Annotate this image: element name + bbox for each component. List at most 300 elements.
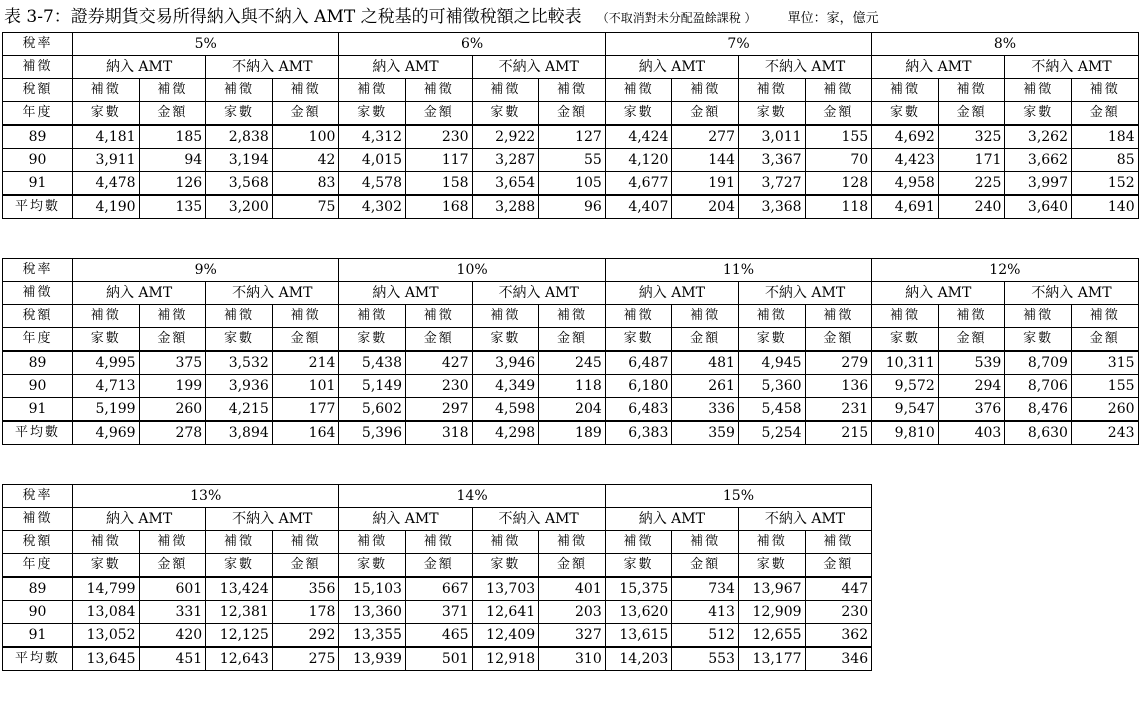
empty-cell <box>1071 508 1138 531</box>
rate-header: 7% <box>605 33 871 56</box>
count-header: 家數 <box>472 102 539 126</box>
value-cell: 4,995 <box>73 351 140 375</box>
empty-cell <box>1005 601 1072 624</box>
title-unit: 單位：家，億元 <box>787 11 879 26</box>
value-cell: 4,349 <box>472 375 539 398</box>
value-cell: 376 <box>938 398 1005 422</box>
empty-cell <box>1071 647 1138 671</box>
table-row <box>3 601 1139 624</box>
average-row <box>3 195 1139 219</box>
exclude-amt-header: 不納入 AMT <box>472 56 605 79</box>
bu-sub-header: 補徵 <box>406 305 473 328</box>
count-header: 家數 <box>73 102 140 126</box>
rate-header: 10% <box>339 259 605 282</box>
year-label: 年度 <box>3 554 73 578</box>
exclude-amt-header: 不納入 AMT <box>472 508 605 531</box>
average-value-cell: 96 <box>539 195 606 219</box>
empty-cell <box>872 647 939 671</box>
count-header: 家數 <box>472 328 539 352</box>
year-cell: 90 <box>3 149 73 172</box>
empty-cell <box>1005 624 1072 648</box>
bu-sub-header: 補徵 <box>139 79 206 102</box>
empty-cell <box>1071 624 1138 648</box>
count-header: 家數 <box>605 554 672 578</box>
average-row <box>3 421 1139 445</box>
amount-header: 金額 <box>272 328 339 352</box>
empty-cell <box>1071 601 1138 624</box>
exclude-amt-header: 不納入 AMT <box>1005 56 1138 79</box>
average-value-cell: 140 <box>1072 195 1139 219</box>
bu-sub-header: 補徵 <box>805 305 872 328</box>
count-header: 家數 <box>1005 328 1072 352</box>
empty-cell <box>1005 647 1072 671</box>
value-cell: 4,478 <box>73 172 140 196</box>
amount-header: 金額 <box>672 102 739 126</box>
year-cell: 91 <box>3 172 73 196</box>
value-cell: 191 <box>672 172 739 196</box>
bu-sub-header: 補徵 <box>406 79 473 102</box>
average-value-cell: 118 <box>805 195 872 219</box>
value-cell: 9,572 <box>872 375 939 398</box>
average-value-cell: 451 <box>139 647 206 671</box>
value-cell: 13,615 <box>605 624 672 648</box>
average-value-cell: 4,969 <box>73 421 140 445</box>
value-cell: 230 <box>406 375 473 398</box>
include-amt-header: 納入 AMT <box>73 282 206 305</box>
value-cell: 3,262 <box>1005 125 1072 149</box>
average-value-cell: 12,643 <box>206 647 273 671</box>
value-cell: 3,011 <box>739 125 806 149</box>
rate-header: 9% <box>73 259 339 282</box>
bu-sub-header: 補徵 <box>339 305 406 328</box>
value-cell: 203 <box>539 601 606 624</box>
bu-sub-header: 補徵 <box>872 305 939 328</box>
value-cell: 3,287 <box>472 149 539 172</box>
sub-row-1 <box>3 305 1139 328</box>
value-cell: 6,487 <box>605 351 672 375</box>
value-cell: 3,946 <box>472 351 539 375</box>
data-table-3 <box>2 484 1139 671</box>
count-header: 家數 <box>73 554 140 578</box>
empty-cell <box>938 531 1005 554</box>
bu-sub-header: 補徵 <box>938 79 1005 102</box>
table-row <box>3 577 1139 601</box>
count-header: 家數 <box>872 328 939 352</box>
average-value-cell: 4,298 <box>472 421 539 445</box>
rate-header: 6% <box>339 33 605 56</box>
value-cell: 4,578 <box>339 172 406 196</box>
value-cell: 94 <box>139 149 206 172</box>
value-cell: 734 <box>672 577 739 601</box>
empty-cell <box>872 485 939 508</box>
average-value-cell: 164 <box>272 421 339 445</box>
bu-sub-header: 補徵 <box>1071 305 1138 328</box>
empty-cell <box>872 531 939 554</box>
value-cell: 8,706 <box>1005 375 1072 398</box>
value-cell: 2,922 <box>472 125 539 149</box>
bu-sub-header: 補徵 <box>139 305 206 328</box>
table-title <box>4 2 1138 32</box>
bu-sub-header: 補徵 <box>206 79 273 102</box>
average-value-cell: 501 <box>405 647 472 671</box>
value-cell: 667 <box>405 577 472 601</box>
rate-row <box>3 33 1139 56</box>
value-cell: 315 <box>1071 351 1138 375</box>
value-cell: 4,181 <box>73 125 140 149</box>
value-cell: 13,703 <box>472 577 539 601</box>
sub-row-2 <box>3 554 1139 578</box>
bu-sub-header: 補徵 <box>472 531 539 554</box>
value-cell: 4,958 <box>872 172 939 196</box>
empty-cell <box>872 508 939 531</box>
empty-cell <box>1071 554 1138 578</box>
empty-cell <box>1071 531 1138 554</box>
count-header: 家數 <box>339 554 406 578</box>
include-amt-header: 納入 AMT <box>605 56 738 79</box>
bu-sub-header: 補徵 <box>1072 79 1139 102</box>
value-cell: 184 <box>1072 125 1139 149</box>
value-cell: 118 <box>539 375 606 398</box>
bu-sub-header: 補徵 <box>672 305 739 328</box>
value-cell: 3,194 <box>206 149 273 172</box>
amount-header: 金額 <box>406 328 473 352</box>
value-cell: 6,483 <box>605 398 672 422</box>
amount-header: 金額 <box>805 102 872 126</box>
shuie-label: 稅額 <box>3 531 73 554</box>
table-row <box>3 149 1139 172</box>
count-header: 家數 <box>605 102 672 126</box>
value-cell: 13,620 <box>605 601 672 624</box>
empty-cell <box>1005 554 1072 578</box>
average-value-cell: 346 <box>805 647 872 671</box>
bu-label: 補徵 <box>3 508 73 531</box>
bu-sub-header: 補徵 <box>1005 305 1072 328</box>
value-cell: 158 <box>406 172 473 196</box>
value-cell: 4,424 <box>605 125 672 149</box>
empty-cell <box>938 508 1005 531</box>
include-amt-header: 納入 AMT <box>605 282 738 305</box>
value-cell: 13,052 <box>73 624 140 648</box>
bu-sub-header: 補徵 <box>73 531 140 554</box>
value-cell: 171 <box>938 149 1005 172</box>
year-cell: 90 <box>3 601 73 624</box>
count-header: 家數 <box>1005 102 1072 126</box>
shuie-label: 稅額 <box>3 305 73 328</box>
value-cell: 12,125 <box>206 624 273 648</box>
value-cell: 13,360 <box>339 601 406 624</box>
bu-sub-header: 補徵 <box>672 531 739 554</box>
average-value-cell: 3,894 <box>206 421 273 445</box>
value-cell: 512 <box>672 624 739 648</box>
value-cell: 327 <box>539 624 606 648</box>
value-cell: 126 <box>139 172 206 196</box>
rate-row <box>3 259 1139 282</box>
average-value-cell: 243 <box>1071 421 1138 445</box>
value-cell: 245 <box>539 351 606 375</box>
bu-sub-header: 補徵 <box>738 531 805 554</box>
include-amt-header: 納入 AMT <box>872 282 1005 305</box>
count-header: 家數 <box>339 328 406 352</box>
value-cell: 230 <box>805 601 872 624</box>
value-cell: 371 <box>405 601 472 624</box>
bu-sub-header: 補徵 <box>339 79 406 102</box>
count-header: 家數 <box>738 554 805 578</box>
count-header: 家數 <box>738 328 805 352</box>
value-cell: 185 <box>139 125 206 149</box>
count-header: 家數 <box>472 554 539 578</box>
average-value-cell: 215 <box>805 421 872 445</box>
count-header: 家數 <box>206 102 273 126</box>
empty-cell <box>1005 577 1072 601</box>
value-cell: 136 <box>805 375 872 398</box>
value-cell: 539 <box>938 351 1005 375</box>
amount-header: 金額 <box>406 102 473 126</box>
value-cell: 3,727 <box>739 172 806 196</box>
value-cell: 362 <box>805 624 872 648</box>
average-value-cell: 5,254 <box>738 421 805 445</box>
sub-row-2 <box>3 102 1139 126</box>
rate-header: 13% <box>73 485 339 508</box>
include-amt-header: 納入 AMT <box>605 508 738 531</box>
include-amt-header: 納入 AMT <box>339 508 472 531</box>
amount-header: 金額 <box>272 102 339 126</box>
amount-header: 金額 <box>139 328 206 352</box>
group-row <box>3 282 1139 305</box>
value-cell: 214 <box>272 351 339 375</box>
average-value-cell: 3,200 <box>206 195 273 219</box>
exclude-amt-header: 不納入 AMT <box>472 282 605 305</box>
value-cell: 101 <box>272 375 339 398</box>
exclude-amt-header: 不納入 AMT <box>738 282 871 305</box>
value-cell: 12,641 <box>472 601 539 624</box>
value-cell: 105 <box>539 172 606 196</box>
average-label: 平均數 <box>3 647 73 671</box>
bu-sub-header: 補徵 <box>539 305 606 328</box>
bu-sub-header: 補徵 <box>672 79 739 102</box>
value-cell: 13,355 <box>339 624 406 648</box>
average-value-cell: 3,368 <box>739 195 806 219</box>
average-value-cell: 553 <box>672 647 739 671</box>
empty-cell <box>1005 508 1072 531</box>
value-cell: 204 <box>539 398 606 422</box>
value-cell: 277 <box>672 125 739 149</box>
empty-cell <box>1005 531 1072 554</box>
year-cell: 91 <box>3 398 73 422</box>
value-cell: 4,598 <box>472 398 539 422</box>
rate-header: 14% <box>339 485 605 508</box>
value-cell: 152 <box>1072 172 1139 196</box>
bu-sub-header: 補徵 <box>605 531 672 554</box>
value-cell: 5,458 <box>738 398 805 422</box>
empty-cell <box>872 601 939 624</box>
rate-row <box>3 485 1139 508</box>
value-cell: 420 <box>139 624 206 648</box>
value-cell: 5,199 <box>73 398 140 422</box>
average-value-cell: 4,407 <box>605 195 672 219</box>
bu-sub-header: 補徵 <box>472 79 539 102</box>
bu-sub-header: 補徵 <box>605 79 672 102</box>
table-row <box>3 351 1139 375</box>
amount-header: 金額 <box>539 554 606 578</box>
include-amt-header: 納入 AMT <box>73 508 206 531</box>
rate-header: 11% <box>605 259 871 282</box>
bu-sub-header: 補徵 <box>1005 79 1072 102</box>
table-row <box>3 125 1139 149</box>
table-row <box>3 375 1139 398</box>
include-amt-header: 納入 AMT <box>73 56 206 79</box>
rate-header: 8% <box>872 33 1138 56</box>
bu-sub-header: 補徵 <box>272 531 339 554</box>
bu-sub-header: 補徵 <box>139 531 206 554</box>
data-table-1 <box>2 32 1139 219</box>
value-cell: 3,936 <box>206 375 273 398</box>
average-value-cell: 189 <box>539 421 606 445</box>
average-value-cell: 403 <box>938 421 1005 445</box>
value-cell: 3,662 <box>1005 149 1072 172</box>
rate-header: 12% <box>872 259 1138 282</box>
amount-header: 金額 <box>805 554 872 578</box>
value-cell: 3,654 <box>472 172 539 196</box>
value-cell: 4,423 <box>872 149 939 172</box>
exclude-amt-header: 不納入 AMT <box>1005 282 1138 305</box>
year-cell: 89 <box>3 351 73 375</box>
bu-sub-header: 補徵 <box>539 79 606 102</box>
value-cell: 230 <box>406 125 473 149</box>
value-cell: 8,476 <box>1005 398 1072 422</box>
value-cell: 5,360 <box>738 375 805 398</box>
data-table-2 <box>2 258 1139 445</box>
value-cell: 13,967 <box>738 577 805 601</box>
average-value-cell: 13,939 <box>339 647 406 671</box>
value-cell: 3,568 <box>206 172 273 196</box>
amount-header: 金額 <box>139 102 206 126</box>
value-cell: 15,375 <box>605 577 672 601</box>
value-cell: 8,709 <box>1005 351 1072 375</box>
count-header: 家數 <box>206 328 273 352</box>
average-row <box>3 647 1139 671</box>
amount-header: 金額 <box>938 328 1005 352</box>
include-amt-header: 納入 AMT <box>872 56 1005 79</box>
value-cell: 260 <box>139 398 206 422</box>
value-cell: 128 <box>805 172 872 196</box>
year-cell: 90 <box>3 375 73 398</box>
value-cell: 144 <box>672 149 739 172</box>
average-value-cell: 4,691 <box>872 195 939 219</box>
amount-header: 金額 <box>1072 102 1139 126</box>
bu-sub-header: 補徵 <box>339 531 406 554</box>
rate-header: 5% <box>73 33 339 56</box>
amount-header: 金額 <box>938 102 1005 126</box>
bu-sub-header: 補徵 <box>738 305 805 328</box>
shuie-label: 稅額 <box>3 79 73 102</box>
amount-header: 金額 <box>139 554 206 578</box>
bu-sub-header: 補徵 <box>405 531 472 554</box>
value-cell: 5,602 <box>339 398 406 422</box>
year-label: 年度 <box>3 102 73 126</box>
bu-sub-header: 補徵 <box>872 79 939 102</box>
empty-cell <box>1005 485 1072 508</box>
sub-row-2 <box>3 328 1139 352</box>
bu-sub-header: 補徵 <box>938 305 1005 328</box>
bu-sub-header: 補徵 <box>805 531 872 554</box>
average-value-cell: 4,190 <box>73 195 140 219</box>
value-cell: 4,692 <box>872 125 939 149</box>
value-cell: 413 <box>672 601 739 624</box>
value-cell: 427 <box>406 351 473 375</box>
average-value-cell: 310 <box>539 647 606 671</box>
amount-header: 金額 <box>405 554 472 578</box>
amount-header: 金額 <box>672 328 739 352</box>
value-cell: 199 <box>139 375 206 398</box>
year-cell: 91 <box>3 624 73 648</box>
bu-sub-header: 補徵 <box>472 305 539 328</box>
empty-cell <box>872 624 939 648</box>
average-value-cell: 13,177 <box>738 647 805 671</box>
group-row <box>3 56 1139 79</box>
value-cell: 447 <box>805 577 872 601</box>
average-value-cell: 168 <box>406 195 473 219</box>
empty-cell <box>938 554 1005 578</box>
bu-sub-header: 補徵 <box>805 79 872 102</box>
value-cell: 4,677 <box>605 172 672 196</box>
value-cell: 294 <box>938 375 1005 398</box>
average-value-cell: 318 <box>406 421 473 445</box>
bu-label: 補徵 <box>3 56 73 79</box>
sub-row-1 <box>3 531 1139 554</box>
include-amt-header: 納入 AMT <box>339 56 472 79</box>
empty-cell <box>872 577 939 601</box>
empty-cell <box>938 485 1005 508</box>
empty-cell <box>938 647 1005 671</box>
exclude-amt-header: 不納入 AMT <box>738 508 871 531</box>
value-cell: 4,215 <box>206 398 273 422</box>
average-value-cell: 12,918 <box>472 647 539 671</box>
bu-sub-header: 補徵 <box>73 79 140 102</box>
value-cell: 12,655 <box>738 624 805 648</box>
value-cell: 375 <box>139 351 206 375</box>
value-cell: 231 <box>805 398 872 422</box>
value-cell: 85 <box>1072 149 1139 172</box>
value-cell: 225 <box>938 172 1005 196</box>
exclude-amt-header: 不納入 AMT <box>206 282 339 305</box>
average-value-cell: 8,630 <box>1005 421 1072 445</box>
value-cell: 12,409 <box>472 624 539 648</box>
value-cell: 279 <box>805 351 872 375</box>
value-cell: 297 <box>406 398 473 422</box>
average-value-cell: 135 <box>139 195 206 219</box>
count-header: 家數 <box>206 554 273 578</box>
value-cell: 177 <box>272 398 339 422</box>
average-value-cell: 4,302 <box>339 195 406 219</box>
bu-sub-header: 補徵 <box>539 531 606 554</box>
rate-label: 稅率 <box>3 33 73 56</box>
value-cell: 117 <box>406 149 473 172</box>
table-row <box>3 624 1139 648</box>
value-cell: 5,438 <box>339 351 406 375</box>
value-cell: 3,532 <box>206 351 273 375</box>
value-cell: 12,909 <box>738 601 805 624</box>
bu-sub-header: 補徵 <box>73 305 140 328</box>
amount-header: 金額 <box>539 102 606 126</box>
title-main: 表 3-7：證券期貨交易所得納入與不納入 AMT 之稅基的可補徵稅額之比較表 <box>4 7 582 27</box>
value-cell: 261 <box>672 375 739 398</box>
empty-cell <box>1071 485 1138 508</box>
average-value-cell: 3,640 <box>1005 195 1072 219</box>
value-cell: 356 <box>272 577 339 601</box>
value-cell: 260 <box>1071 398 1138 422</box>
value-cell: 178 <box>272 601 339 624</box>
value-cell: 5,149 <box>339 375 406 398</box>
